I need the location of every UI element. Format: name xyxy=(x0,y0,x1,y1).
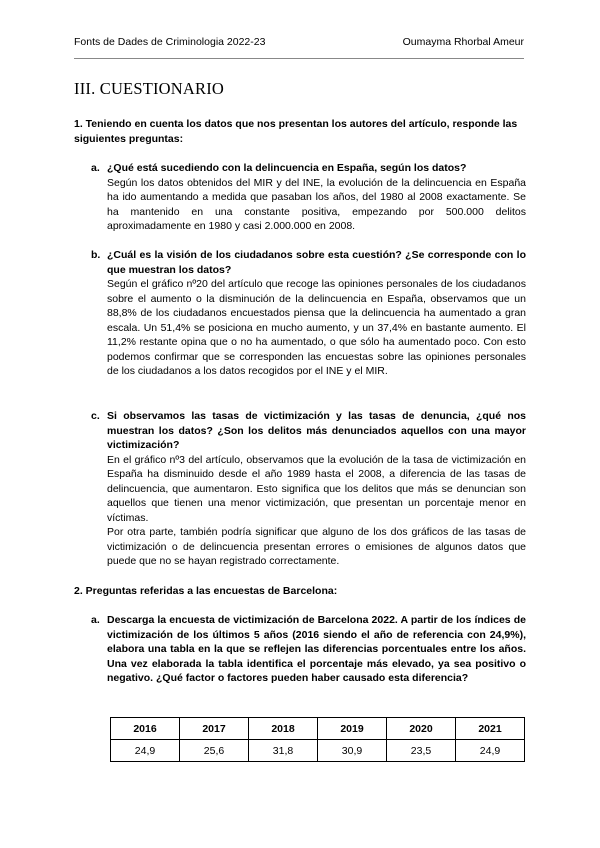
table-cell: 24,9 xyxy=(111,740,180,762)
item-label: a. xyxy=(91,162,100,174)
item-label: b. xyxy=(91,249,101,261)
answer-text: Según los datos obtenidos del MIR y del INE, la evolución de la delincuencia en España ha ido aumentando a medida que pasaban los años, del 1980 al 2008 exactamente. Se ha mantenido en una constante positiva, empezando por 500.000 delitos aproximadamente en 1980 y casi 2.000.000 en 2008. xyxy=(107,176,526,232)
header-course: Fonts de Dades de Criminologia 2022-23 xyxy=(74,36,266,48)
question-2a xyxy=(91,613,526,686)
table-cell: 25,6 xyxy=(180,740,249,762)
victimization-table xyxy=(110,717,525,762)
table-header-cell: 2018 xyxy=(249,718,318,740)
question-text: ¿Qué está sucediendo con la delincuencia en España, según los datos? xyxy=(107,162,467,174)
table-header-cell: 2020 xyxy=(387,718,456,740)
question-1c xyxy=(91,409,526,569)
page-header xyxy=(74,36,524,50)
table-cell: 23,5 xyxy=(387,740,456,762)
question-text: Si observamos las tasas de victimización y las tasas de denuncia, ¿qué nos muestran los datos? ¿Son los delitos más denunciados aquellos con una mayor victimización? xyxy=(107,410,526,451)
table-header-cell: 2017 xyxy=(180,718,249,740)
header-divider xyxy=(74,58,524,59)
table-cell: 30,9 xyxy=(318,740,387,762)
answer-text-2: Por otra parte, también podría significar que alguno de los dos gráficos de las tasas de victimización o de delincuencia presentan errores o emisiones de algunos datos que puede que no se hayan registrado correctamente. xyxy=(107,526,526,567)
question-text: Descarga la encuesta de victimización de Barcelona 2022. A partir de los índices de victimización de los últimos 5 años (2016 siendo el año de referencia con 24,9%), elabora una tabla en la que se reflejen las diferencias porcentuales entre los años. Una vez elaborada la tabla identifica el porcentaje más elevado, ya sea positivo o negativo. ¿Qué factor o factores pueden haber causado esta diferencia? xyxy=(107,614,526,684)
question-text: ¿Cuál es la visión de los ciudadanos sobre esta cuestión? ¿Se corresponde con lo que muestran los datos? xyxy=(107,249,526,276)
question-1-title: 1. Teniendo en cuenta los datos que nos presentan los autores del artículo, responde las siguientes preguntas: xyxy=(74,118,518,145)
table-row xyxy=(111,740,525,762)
table-header-cell: 2016 xyxy=(111,718,180,740)
table-header-cell: 2019 xyxy=(318,718,387,740)
table-header-row xyxy=(111,718,525,740)
section-title: III. CUESTIONARIO xyxy=(74,79,225,98)
question-1a xyxy=(91,161,526,234)
item-label: a. xyxy=(91,614,100,626)
item-label: c. xyxy=(91,410,100,422)
answer-text: En el gráfico nº3 del artículo, observamos que la evolución de la tasa de victimización en España ha disminuido desde el año 1989 hasta el 2008, a diferencia de las tasas de delincuencia, que aumentaron. Esto significa que los delitos que más se denuncian son aquellos que tienen una menor victimización, que presentan un porcentaje menor en víctimas. xyxy=(107,453,526,524)
question-2-title: 2. Preguntas referidas a las encuestas de Barcelona: xyxy=(74,585,338,597)
answer-text: Según el gráfico nº20 del artículo que recoge las opiniones personales de los ciudadanos sobre el aumento o la disminución de la delincuencia en España, observamos que un 88,8% de los ciudadanos encuestados piensa que la delincuencia ha aumentado a gran escala. Un 51,4% se posiciona en mucho aumento, y un 37,4% en bastante aumento. El 11,2% restante opina que o no ha aumentado, o que sólo ha aumentado poco. Con esto podemos confirmar que se corresponden las encuestas sobre las opiniones personales de los ciudadanos a los datos recogidos por el INE y el MIR. xyxy=(107,278,526,377)
table-cell: 24,9 xyxy=(456,740,525,762)
table-cell: 31,8 xyxy=(249,740,318,762)
header-author: Oumayma Rhorbal Ameur xyxy=(402,36,524,48)
table-header-cell: 2021 xyxy=(456,718,525,740)
question-1b xyxy=(91,248,526,379)
